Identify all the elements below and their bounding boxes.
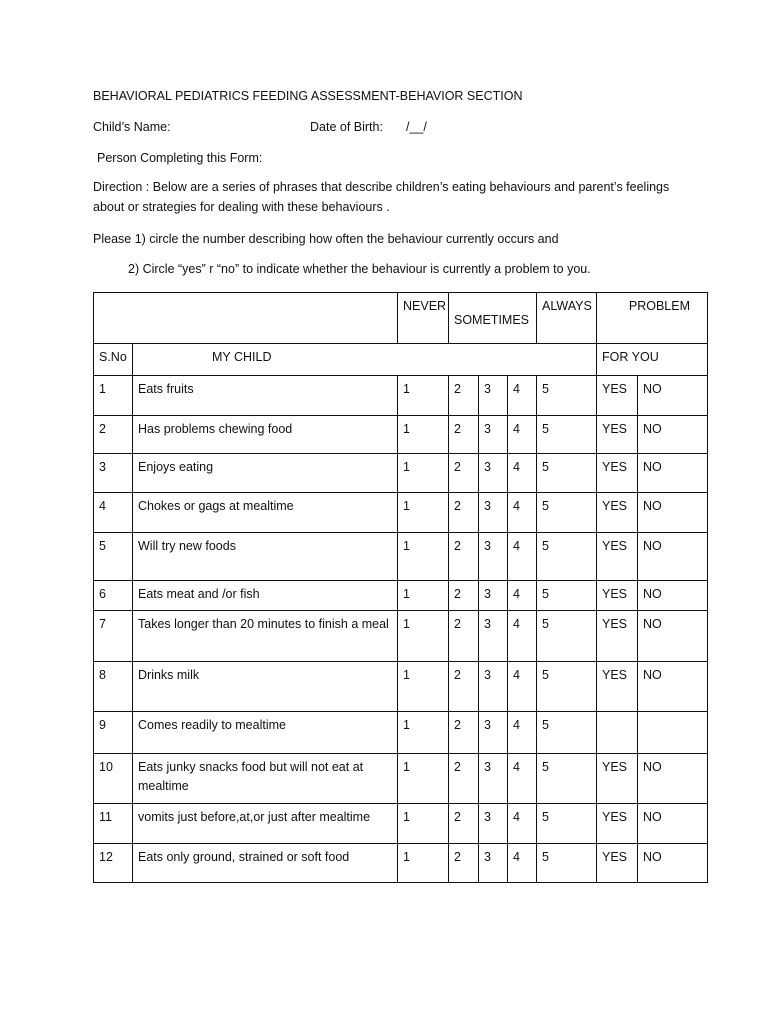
instruction-2: 2) Circle “yes” r “no” to indicate whether the behaviour is currently a problem to you. bbox=[128, 262, 591, 276]
header-problem: PROBLEM bbox=[597, 293, 708, 344]
behavior-description: Has problems chewing food bbox=[133, 416, 398, 454]
score-2-option[interactable]: 2 bbox=[449, 533, 479, 581]
no-option[interactable] bbox=[638, 712, 708, 754]
yes-option[interactable]: YES bbox=[597, 493, 638, 533]
score-2-option[interactable]: 2 bbox=[449, 754, 479, 804]
table-row bbox=[94, 493, 708, 533]
yes-option[interactable]: YES bbox=[597, 416, 638, 454]
score-4-option[interactable]: 4 bbox=[508, 754, 537, 804]
score-1-option[interactable]: 1 bbox=[398, 376, 449, 416]
row-number: 2 bbox=[94, 416, 133, 454]
score-1-option[interactable]: 1 bbox=[398, 533, 449, 581]
score-3-option[interactable]: 3 bbox=[479, 662, 508, 712]
header-blank-cell bbox=[94, 293, 398, 344]
score-3-option[interactable]: 3 bbox=[479, 844, 508, 883]
score-4-option[interactable]: 4 bbox=[508, 533, 537, 581]
assessment-table bbox=[93, 292, 708, 883]
score-4-option[interactable]: 4 bbox=[508, 416, 537, 454]
child-name-label: Child’s Name: bbox=[93, 120, 171, 134]
row-number: 5 bbox=[94, 533, 133, 581]
score-2-option[interactable]: 2 bbox=[449, 493, 479, 533]
table-row bbox=[94, 581, 708, 611]
behavior-description: Will try new foods bbox=[133, 533, 398, 581]
date-of-birth-label: Date of Birth: bbox=[310, 120, 383, 134]
date-of-birth-field: /__/ bbox=[406, 120, 427, 134]
table-row bbox=[94, 804, 708, 844]
table-row bbox=[94, 754, 708, 804]
no-option[interactable]: NO bbox=[638, 533, 708, 581]
score-5-option[interactable]: 5 bbox=[537, 493, 597, 533]
score-4-option[interactable]: 4 bbox=[508, 611, 537, 662]
score-1-option[interactable]: 1 bbox=[398, 454, 449, 493]
yes-option[interactable]: YES bbox=[597, 454, 638, 493]
header-row-1 bbox=[94, 293, 708, 344]
no-option[interactable]: NO bbox=[638, 416, 708, 454]
header-sometimes: SOMETIMES bbox=[449, 293, 537, 344]
score-1-option[interactable]: 1 bbox=[398, 844, 449, 883]
score-3-option[interactable]: 3 bbox=[479, 416, 508, 454]
behavior-description: Eats fruits bbox=[133, 376, 398, 416]
score-5-option[interactable]: 5 bbox=[537, 754, 597, 804]
score-3-option[interactable]: 3 bbox=[479, 712, 508, 754]
score-5-option[interactable]: 5 bbox=[537, 376, 597, 416]
score-2-option[interactable]: 2 bbox=[449, 662, 479, 712]
behavior-description: Comes readily to mealtime bbox=[133, 712, 398, 754]
header-my-child: MY CHILD bbox=[133, 344, 537, 376]
yes-option[interactable]: YES bbox=[597, 804, 638, 844]
score-3-option[interactable]: 3 bbox=[479, 376, 508, 416]
score-5-option[interactable]: 5 bbox=[537, 533, 597, 581]
person-completing-label: Person Completing this Form: bbox=[97, 151, 263, 165]
no-option[interactable]: NO bbox=[638, 493, 708, 533]
table-row bbox=[94, 611, 708, 662]
direction-text: Direction : Below are a series of phrases that describe children’s eating behaviours and parent’s feelings about or strategies for dealing with these behaviours . bbox=[93, 180, 670, 214]
score-4-option[interactable]: 4 bbox=[508, 662, 537, 712]
score-5-option[interactable]: 5 bbox=[537, 454, 597, 493]
behavior-description: Drinks milk bbox=[133, 662, 398, 712]
row-number: 6 bbox=[94, 581, 133, 611]
row-number: 3 bbox=[94, 454, 133, 493]
score-4-option[interactable]: 4 bbox=[508, 493, 537, 533]
score-5-option[interactable]: 5 bbox=[537, 662, 597, 712]
score-4-option[interactable]: 4 bbox=[508, 844, 537, 883]
score-4-option[interactable]: 4 bbox=[508, 376, 537, 416]
no-option[interactable]: NO bbox=[638, 454, 708, 493]
row-number: 11 bbox=[94, 804, 133, 844]
row-number: 10 bbox=[94, 754, 133, 804]
yes-option[interactable]: YES bbox=[597, 581, 638, 611]
no-option[interactable]: NO bbox=[638, 662, 708, 712]
behavior-description: Eats meat and /or fish bbox=[133, 581, 398, 611]
score-4-option[interactable]: 4 bbox=[508, 712, 537, 754]
yes-option[interactable]: YES bbox=[597, 611, 638, 662]
behavior-description: Eats only ground, strained or soft food bbox=[133, 844, 398, 883]
score-2-option[interactable]: 2 bbox=[449, 611, 479, 662]
yes-option[interactable]: YES bbox=[597, 533, 638, 581]
table-row bbox=[94, 533, 708, 581]
row-number: 7 bbox=[94, 611, 133, 662]
table-row bbox=[94, 376, 708, 416]
table-row bbox=[94, 662, 708, 712]
table-row bbox=[94, 454, 708, 493]
score-4-option[interactable]: 4 bbox=[508, 804, 537, 844]
behavior-description: vomits just before,at,or just after mealtime bbox=[133, 804, 398, 844]
instruction-1: Please 1) circle the number describing how often the behaviour currently occurs and bbox=[93, 232, 559, 246]
score-3-option[interactable]: 3 bbox=[479, 581, 508, 611]
header-spacer bbox=[537, 344, 597, 376]
score-1-option[interactable]: 1 bbox=[398, 754, 449, 804]
header-for-you: FOR YOU bbox=[597, 344, 708, 376]
form-title: BEHAVIORAL PEDIATRICS FEEDING ASSESSMENT-BEHAVIOR SECTION bbox=[93, 89, 523, 103]
yes-option[interactable]: YES bbox=[597, 662, 638, 712]
score-4-option[interactable]: 4 bbox=[508, 581, 537, 611]
score-1-option[interactable]: 1 bbox=[398, 662, 449, 712]
score-1-option[interactable]: 1 bbox=[398, 712, 449, 754]
yes-option[interactable] bbox=[597, 712, 638, 754]
score-3-option[interactable]: 3 bbox=[479, 454, 508, 493]
score-1-option[interactable]: 1 bbox=[398, 611, 449, 662]
header-always: ALWAYS bbox=[537, 293, 597, 344]
behavior-description: Chokes or gags at mealtime bbox=[133, 493, 398, 533]
score-2-option[interactable]: 2 bbox=[449, 581, 479, 611]
header-sno: S.No bbox=[94, 344, 133, 376]
score-5-option[interactable]: 5 bbox=[537, 416, 597, 454]
table-row bbox=[94, 844, 708, 883]
score-1-option[interactable]: 1 bbox=[398, 581, 449, 611]
no-option[interactable]: NO bbox=[638, 376, 708, 416]
score-3-option[interactable]: 3 bbox=[479, 493, 508, 533]
score-4-option[interactable]: 4 bbox=[508, 454, 537, 493]
row-number: 1 bbox=[94, 376, 133, 416]
score-2-option[interactable]: 2 bbox=[449, 376, 479, 416]
table-row bbox=[94, 416, 708, 454]
row-number: 4 bbox=[94, 493, 133, 533]
score-5-option[interactable]: 5 bbox=[537, 712, 597, 754]
score-2-option[interactable]: 2 bbox=[449, 454, 479, 493]
yes-option[interactable]: YES bbox=[597, 844, 638, 883]
score-2-option[interactable]: 2 bbox=[449, 416, 479, 454]
score-1-option[interactable]: 1 bbox=[398, 493, 449, 533]
score-3-option[interactable]: 3 bbox=[479, 804, 508, 844]
header-never: NEVER bbox=[398, 293, 449, 344]
score-5-option[interactable]: 5 bbox=[537, 581, 597, 611]
behavior-description: Eats junky snacks food but will not eat at mealtime bbox=[133, 754, 398, 804]
score-5-option[interactable]: 5 bbox=[537, 844, 597, 883]
score-2-option[interactable]: 2 bbox=[449, 804, 479, 844]
score-1-option[interactable]: 1 bbox=[398, 416, 449, 454]
score-1-option[interactable]: 1 bbox=[398, 804, 449, 844]
yes-option[interactable]: YES bbox=[597, 376, 638, 416]
score-5-option[interactable]: 5 bbox=[537, 611, 597, 662]
no-option[interactable]: NO bbox=[638, 581, 708, 611]
behavior-description: Takes longer than 20 minutes to finish a meal bbox=[133, 611, 398, 662]
table-row bbox=[94, 712, 708, 754]
row-number: 8 bbox=[94, 662, 133, 712]
behavior-description: Enjoys eating bbox=[133, 454, 398, 493]
score-5-option[interactable]: 5 bbox=[537, 804, 597, 844]
no-option[interactable]: NO bbox=[638, 844, 708, 883]
score-3-option[interactable]: 3 bbox=[479, 754, 508, 804]
score-2-option[interactable]: 2 bbox=[449, 712, 479, 754]
score-3-option[interactable]: 3 bbox=[479, 611, 508, 662]
score-2-option[interactable]: 2 bbox=[449, 844, 479, 883]
row-number: 9 bbox=[94, 712, 133, 754]
header-row-2 bbox=[94, 344, 708, 376]
no-option[interactable]: NO bbox=[638, 804, 708, 844]
row-number: 12 bbox=[94, 844, 133, 883]
yes-option[interactable]: YES bbox=[597, 754, 638, 804]
score-3-option[interactable]: 3 bbox=[479, 533, 508, 581]
no-option[interactable]: NO bbox=[638, 611, 708, 662]
no-option[interactable]: NO bbox=[638, 754, 708, 804]
